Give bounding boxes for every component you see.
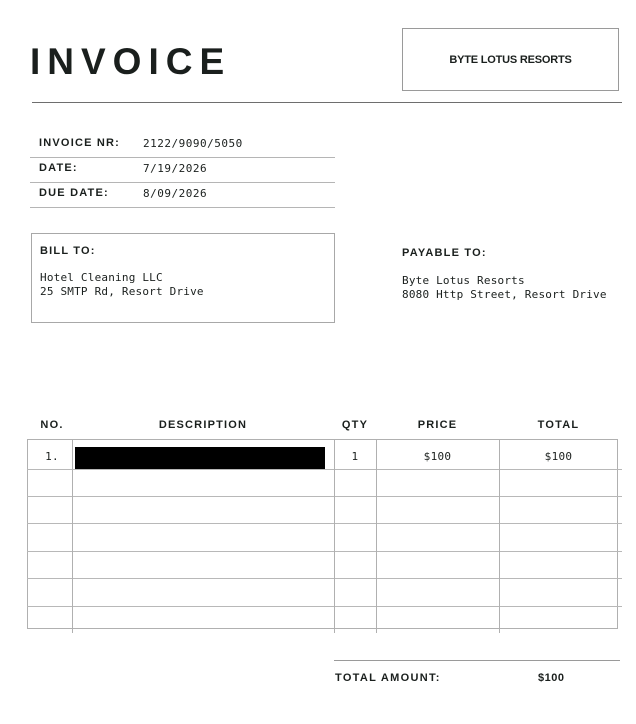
company-name: BYTE LOTUS RESORTS [449, 53, 572, 66]
payable-to-line: Byte Lotus Resorts [402, 274, 525, 287]
payable-to-line: 8080 Http Street, Resort Drive [402, 288, 607, 301]
column-header-qty: QTY [341, 419, 369, 431]
row-number: 1. [45, 450, 59, 463]
table-row-divider [27, 578, 622, 579]
redacted-description [75, 447, 325, 469]
payable-to-address [402, 274, 607, 302]
meta-label: DATE: [39, 162, 78, 174]
column-header-description: DESCRIPTION [158, 419, 248, 431]
row-qty: 1 [351, 450, 359, 463]
meta-row-due-date [30, 183, 335, 208]
total-amount-value: $100 [538, 672, 565, 684]
column-header-price: PRICE [417, 419, 458, 431]
total-amount-label: TOTAL AMOUNT: [335, 672, 441, 684]
bill-to-line: 25 SMTP Rd, Resort Drive [40, 285, 204, 298]
bill-to-heading: BILL TO: [40, 245, 96, 257]
column-header-total: TOTAL [537, 419, 580, 431]
bill-to-line: Hotel Cleaning LLC [40, 271, 163, 284]
meta-row-invoice-number [30, 133, 335, 158]
table-row-divider [27, 523, 622, 524]
bill-to-address [40, 271, 204, 299]
meta-label: DUE DATE: [39, 187, 109, 199]
meta-value: 7/19/2026 [143, 162, 208, 175]
meta-label: INVOICE NR: [39, 137, 121, 149]
column-header-no: NO. [40, 419, 64, 431]
meta-row-date [30, 158, 335, 183]
row-price: $100 [423, 450, 452, 463]
table-column-divider [376, 439, 377, 633]
table-row-divider [27, 496, 622, 497]
header-divider [32, 102, 622, 103]
meta-value: 2122/9090/5050 [143, 137, 243, 150]
invoice-title: INVOICE [30, 41, 232, 82]
invoice-meta [30, 133, 335, 208]
table-column-divider [72, 439, 73, 633]
table-row-divider [27, 606, 622, 607]
table-row-divider [27, 551, 622, 552]
total-divider [334, 660, 620, 661]
table-column-divider [499, 439, 500, 633]
row-total: $100 [544, 450, 573, 463]
meta-value: 8/09/2026 [143, 187, 208, 200]
company-logo-box [402, 28, 619, 91]
table-column-divider [334, 439, 335, 633]
payable-to-heading: PAYABLE TO: [402, 247, 487, 259]
table-row-divider [27, 469, 622, 470]
